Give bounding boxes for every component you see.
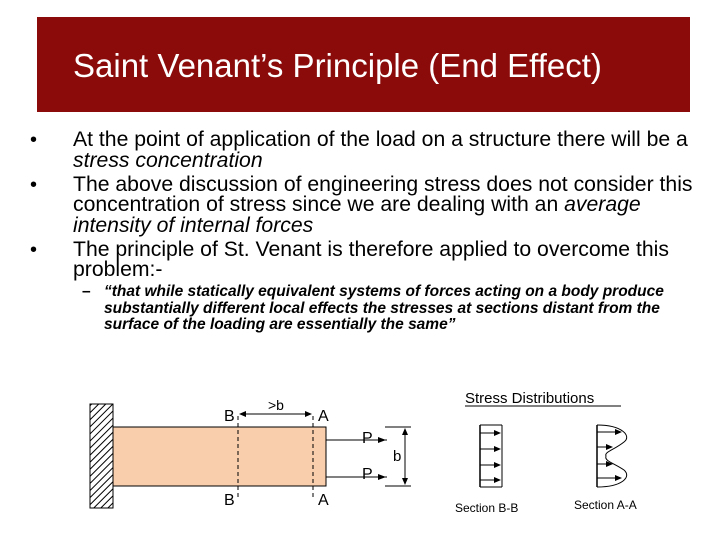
bullet-text: At the point of application of the load on a structure there will be a	[73, 128, 688, 151]
section-aa-arrows	[597, 429, 622, 481]
stress-heading: Stress Distributions	[465, 390, 595, 407]
bullet-dot-icon: •	[30, 173, 38, 196]
width-arrow-down-icon	[402, 478, 408, 485]
bullet-dot-icon: •	[30, 238, 38, 261]
section-bb-label: Section B-B	[455, 501, 519, 515]
bullet-text: The principle of St. Venant is therefore applied to overcome this problem:-	[73, 237, 669, 281]
width-label: b	[393, 448, 402, 465]
label-a-top: A	[318, 408, 329, 425]
section-aa-label: Section A-A	[574, 498, 637, 512]
label-a-bottom: A	[318, 492, 329, 509]
load-label-top: P	[362, 430, 373, 447]
distance-arrow-left-icon	[239, 411, 246, 417]
load-label-bottom: P	[362, 466, 373, 483]
slide-title: Saint Venant’s Principle (End Effect)	[73, 47, 602, 84]
distance-arrow-right-icon	[305, 411, 312, 417]
sub-bullet-dash: –	[82, 283, 91, 300]
width-arrow-up-icon	[402, 428, 408, 435]
label-b-bottom: B	[224, 492, 235, 509]
label-b-top: B	[224, 408, 235, 425]
load-arrow-bottom-head-icon	[378, 474, 386, 480]
distance-label: >b	[268, 397, 284, 413]
bullet-emphasis: stress concentration	[73, 148, 263, 172]
quote-text: “that while statically equivalent systems of forces acting on a body produce substantially different local effects the stresses at sections distant from the surface of the loading are essentially the same”	[104, 283, 664, 334]
bullet-text: The above discussion of engineering stress does not consider this concentration of stress since we are dealing with an	[73, 172, 693, 216]
wall-support-hatch	[90, 404, 113, 508]
bullet-dot-icon: •	[30, 129, 38, 151]
loaded-bar	[113, 427, 326, 486]
section-bb-arrows	[480, 430, 501, 483]
load-arrow-top-head-icon	[378, 437, 386, 443]
bullet-emphasis: average intensity of internal forces	[73, 193, 641, 237]
